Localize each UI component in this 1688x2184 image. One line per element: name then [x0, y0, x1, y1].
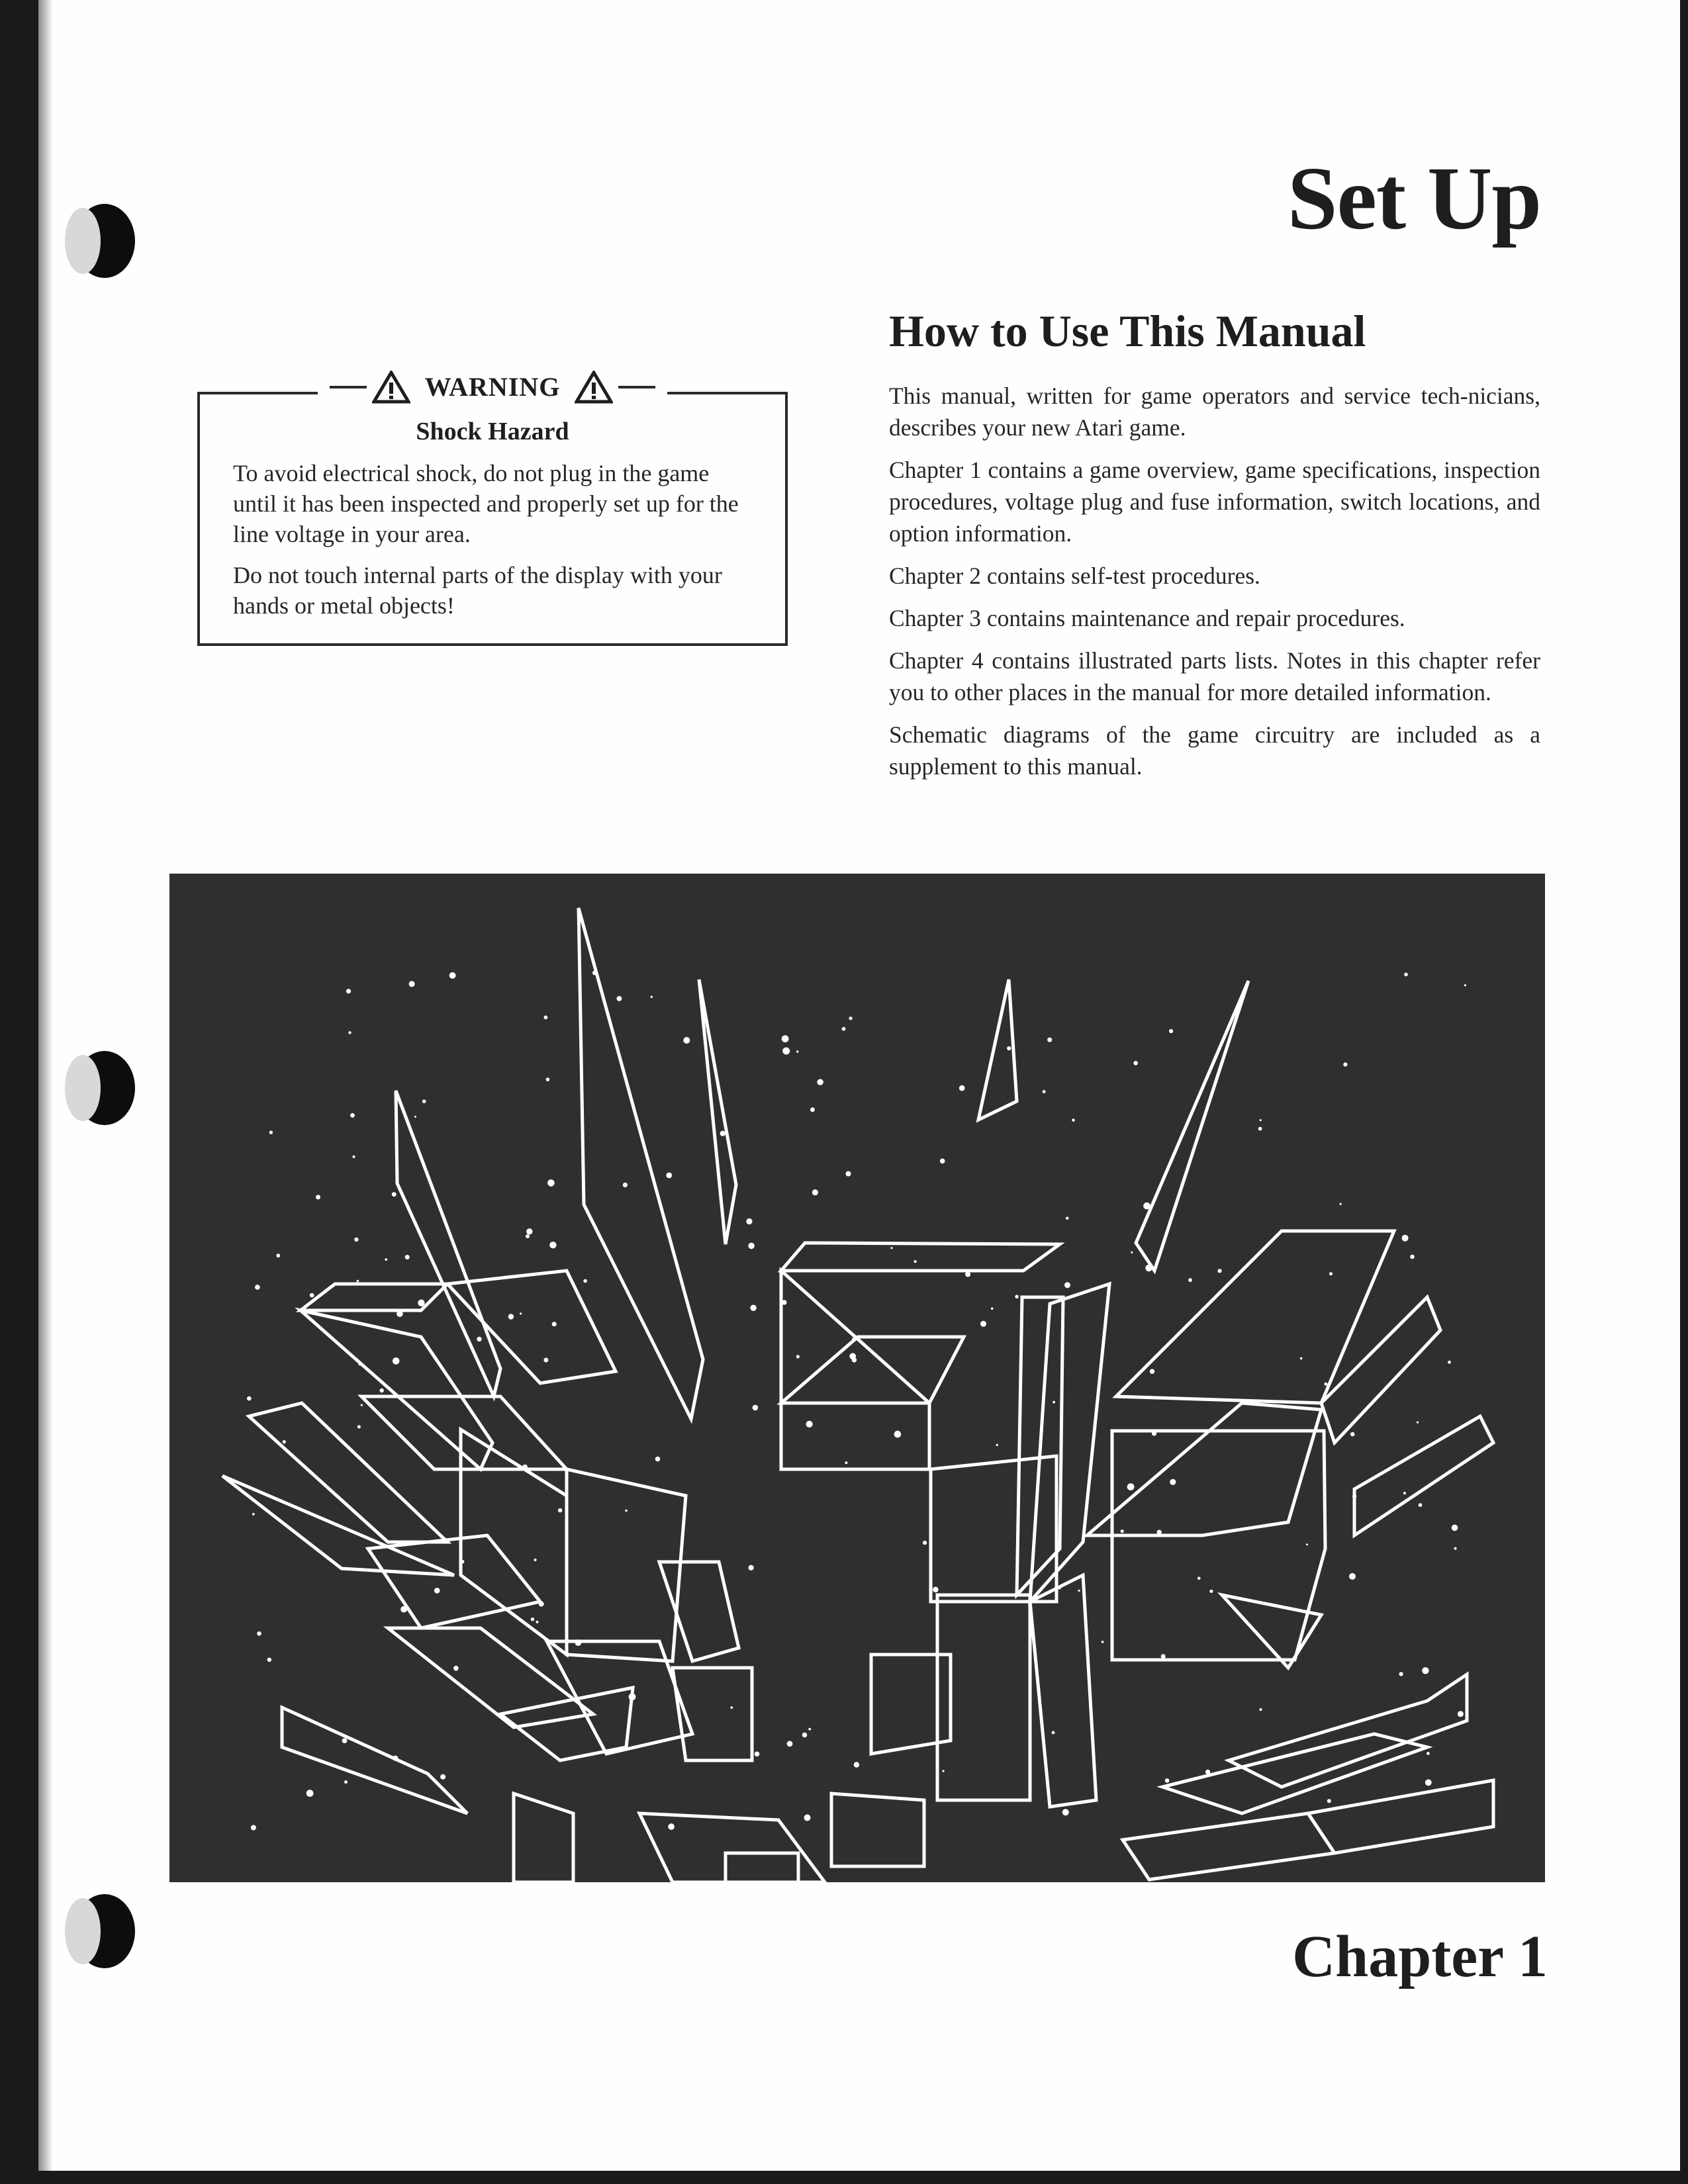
- star: [1403, 1492, 1406, 1494]
- star: [1427, 1752, 1430, 1755]
- section-heading: How to Use This Manual: [889, 306, 1366, 356]
- star: [1053, 1401, 1055, 1404]
- star: [1072, 1118, 1075, 1122]
- warning-subtitle: Shock Hazard: [416, 418, 569, 445]
- star: [1340, 1203, 1342, 1205]
- page-title: Set Up: [1287, 149, 1541, 248]
- star: [1007, 1046, 1011, 1050]
- cityscape-line-art: [169, 874, 1545, 1882]
- star: [1399, 1672, 1403, 1676]
- star: [666, 1173, 672, 1179]
- star: [923, 1541, 927, 1545]
- building-slab: [1162, 1734, 1427, 1813]
- building-base: [514, 1794, 573, 1882]
- star: [852, 1357, 857, 1362]
- body-paragraph: Chapter 4 contains illustrated parts lists. Notes in this chapter refer you to other places in the manual for more detailed information.: [889, 647, 1540, 705]
- star: [796, 1050, 798, 1052]
- building-slab: [222, 1476, 454, 1575]
- building-base: [726, 1853, 798, 1882]
- star: [422, 1099, 426, 1103]
- star: [536, 1621, 539, 1623]
- star: [348, 1031, 351, 1034]
- star: [846, 1171, 851, 1177]
- star: [1259, 1708, 1262, 1711]
- star: [547, 1179, 555, 1187]
- star: [668, 1823, 675, 1830]
- star: [257, 1631, 261, 1636]
- star: [1064, 1282, 1070, 1288]
- star: [1170, 1479, 1176, 1485]
- star: [344, 1780, 348, 1784]
- star: [592, 971, 597, 976]
- star: [942, 1770, 944, 1772]
- star: [782, 1035, 789, 1042]
- star: [1402, 1235, 1409, 1242]
- building-face: [301, 1310, 492, 1469]
- star: [1260, 1119, 1262, 1121]
- star: [651, 996, 653, 998]
- star: [1058, 1587, 1060, 1589]
- star: [1152, 1431, 1156, 1435]
- star: [361, 1404, 363, 1406]
- star: [1145, 1265, 1152, 1271]
- star: [804, 1815, 811, 1821]
- building-face: [781, 1337, 964, 1403]
- star: [625, 1510, 628, 1512]
- building-face: [781, 1271, 929, 1469]
- tower-spike: [1030, 1284, 1109, 1602]
- star: [283, 1440, 286, 1443]
- star: [750, 1305, 756, 1311]
- star: [558, 1508, 562, 1512]
- star: [1197, 1577, 1201, 1580]
- star: [255, 1285, 260, 1290]
- star: [996, 1444, 998, 1446]
- star: [534, 1559, 536, 1561]
- star: [1422, 1667, 1429, 1674]
- building-top: [781, 1243, 1060, 1271]
- star: [522, 1465, 528, 1470]
- star: [849, 1017, 852, 1020]
- star: [623, 1183, 628, 1187]
- building-slab: [1123, 1813, 1335, 1880]
- star: [400, 1606, 407, 1613]
- warning-rule-left: [330, 386, 367, 388]
- star: [1343, 1062, 1347, 1066]
- star: [749, 1565, 754, 1570]
- star: [354, 1238, 358, 1242]
- warning-header: [200, 371, 785, 404]
- star: [1161, 1654, 1166, 1659]
- star: [583, 1279, 587, 1283]
- star: [392, 1192, 397, 1197]
- star: [810, 1107, 815, 1112]
- star: [418, 1300, 424, 1306]
- star: [1458, 1711, 1464, 1717]
- star: [453, 1666, 459, 1671]
- star: [852, 1338, 855, 1341]
- star: [1127, 1483, 1135, 1490]
- star: [1143, 1203, 1150, 1210]
- star: [380, 1388, 384, 1392]
- warning-text: [233, 458, 757, 631]
- star: [358, 1362, 362, 1366]
- warning-box: [197, 372, 788, 646]
- scan-edge-right: [1680, 0, 1688, 2184]
- tower-spike: [579, 908, 703, 1419]
- star: [1327, 1799, 1331, 1803]
- star: [526, 1234, 530, 1238]
- star: [1419, 1503, 1423, 1507]
- tower-spike: [978, 979, 1017, 1120]
- star: [440, 1774, 445, 1780]
- star: [894, 1431, 902, 1438]
- star: [414, 1116, 416, 1118]
- star: [434, 1588, 440, 1594]
- building-slab: [1229, 1674, 1467, 1787]
- star: [959, 1085, 965, 1091]
- binder-hole-middle: [74, 1051, 135, 1125]
- star: [796, 1355, 800, 1358]
- star: [544, 1015, 548, 1019]
- star: [1165, 1778, 1170, 1783]
- body-paragraph: Chapter 1 contains a game overview, game specifications, inspection procedures, voltage plug and fuse information, switch locations, and option information.: [889, 457, 1540, 547]
- star: [1047, 1038, 1052, 1042]
- star: [1150, 1369, 1154, 1374]
- star: [1300, 1357, 1303, 1360]
- star: [306, 1790, 314, 1797]
- star: [1157, 1530, 1162, 1535]
- star: [748, 1243, 755, 1250]
- star: [812, 1189, 818, 1195]
- warning-paragraph: Do not touch internal parts of the display with your hands or metal objects!: [233, 562, 722, 619]
- star: [353, 1156, 355, 1158]
- star: [1052, 1731, 1055, 1735]
- building-face: [567, 1469, 686, 1661]
- star: [449, 972, 456, 979]
- star: [746, 1218, 752, 1224]
- warning-paragraph: To avoid electrical shock, do not plug in the game until it has been inspected and properly set up for the line voltage in your area.: [233, 460, 739, 547]
- manual-body: [889, 380, 1540, 793]
- star: [1258, 1127, 1262, 1131]
- star: [1329, 1272, 1333, 1275]
- star: [520, 1312, 522, 1314]
- warning-rule-right: [618, 386, 655, 388]
- star: [409, 981, 415, 987]
- binder-hole-bottom: [74, 1894, 135, 1968]
- star: [1078, 1590, 1080, 1592]
- tower-spike: [699, 979, 736, 1244]
- star: [817, 1079, 823, 1085]
- building-slab: [1308, 1780, 1493, 1853]
- star: [247, 1396, 252, 1401]
- building-face: [1030, 1575, 1096, 1807]
- star: [629, 1694, 636, 1701]
- star: [753, 1405, 759, 1411]
- star: [991, 1307, 994, 1310]
- star: [1452, 1525, 1458, 1531]
- star: [1133, 1061, 1138, 1066]
- building-face: [1112, 1431, 1325, 1660]
- star: [531, 1617, 534, 1621]
- building-top: [1087, 1403, 1321, 1535]
- cityscape-illustration: [169, 874, 1545, 1882]
- warning-triangle-icon: [575, 371, 613, 404]
- star: [1404, 973, 1408, 977]
- building-face: [500, 1688, 633, 1760]
- star: [543, 1358, 548, 1363]
- tower-spike: [1136, 981, 1248, 1271]
- star: [552, 1322, 557, 1326]
- star: [276, 1253, 280, 1257]
- star: [730, 1706, 733, 1709]
- star: [357, 1280, 359, 1283]
- scan-edge-bottom: [0, 2171, 1688, 2184]
- star: [965, 1272, 970, 1277]
- star: [1217, 1269, 1221, 1273]
- tower-spike: [396, 1091, 500, 1396]
- body-paragraph: Chapter 3 contains maintenance and repair procedures.: [889, 605, 1405, 631]
- star: [617, 996, 622, 1001]
- star: [393, 1756, 398, 1761]
- star: [526, 1228, 532, 1234]
- building-slab: [1354, 1416, 1493, 1535]
- star: [808, 1728, 811, 1731]
- star: [508, 1314, 514, 1319]
- star: [782, 1300, 786, 1304]
- binder-hole-top: [74, 204, 135, 278]
- star: [393, 1357, 400, 1365]
- star: [546, 1077, 550, 1081]
- body-paragraph: Schematic diagrams of the game circuitry are included as a supplement to this manual.: [889, 721, 1540, 780]
- star: [1169, 1029, 1173, 1033]
- star: [1464, 984, 1466, 986]
- star: [357, 1425, 361, 1428]
- star: [1454, 1547, 1456, 1550]
- chapter-label: Chapter 1: [1292, 1924, 1548, 1989]
- star: [1188, 1278, 1192, 1282]
- star: [1015, 1295, 1018, 1298]
- star: [267, 1658, 271, 1662]
- building-face: [659, 1562, 739, 1661]
- star: [310, 1293, 314, 1298]
- star: [350, 1113, 355, 1118]
- star: [890, 1247, 892, 1249]
- building-slab: [1321, 1297, 1440, 1443]
- star: [575, 1639, 582, 1646]
- body-paragraph: Chapter 2 contains self-test procedures.: [889, 563, 1260, 589]
- warning-title: WARNING: [424, 372, 561, 402]
- star: [914, 1260, 917, 1263]
- scan-edge-shadow: [38, 0, 53, 2184]
- star: [1324, 1383, 1327, 1386]
- star: [1448, 1361, 1451, 1364]
- star: [806, 1421, 813, 1428]
- star: [930, 1397, 933, 1400]
- star: [1043, 1090, 1046, 1093]
- star: [787, 1741, 793, 1747]
- warning-triangle-icon: [372, 371, 410, 404]
- star: [802, 1733, 808, 1738]
- star: [346, 989, 351, 993]
- star: [683, 1037, 690, 1044]
- star: [940, 1159, 945, 1164]
- star: [539, 1602, 544, 1607]
- star: [385, 1258, 387, 1261]
- star: [1062, 1809, 1069, 1815]
- star: [854, 1762, 859, 1767]
- star: [477, 1337, 481, 1342]
- star: [980, 1321, 986, 1327]
- star: [549, 1242, 556, 1248]
- star: [1417, 1422, 1419, 1424]
- star: [252, 1513, 255, 1516]
- star: [842, 1027, 846, 1031]
- star: [1205, 1770, 1210, 1774]
- star: [1131, 1251, 1133, 1253]
- star: [342, 1738, 348, 1743]
- building-face: [1222, 1595, 1321, 1668]
- star: [655, 1457, 661, 1462]
- star: [1102, 1641, 1104, 1643]
- star: [405, 1255, 410, 1259]
- star: [720, 1131, 726, 1136]
- star: [1352, 1494, 1356, 1498]
- building-face: [447, 1271, 616, 1383]
- star: [1425, 1780, 1432, 1786]
- star: [845, 1461, 847, 1464]
- building-slab: [282, 1707, 467, 1813]
- star: [1410, 1255, 1415, 1259]
- star: [251, 1825, 256, 1831]
- body-paragraph: This manual, written for game operators and service tech-nicians, describes your new Atari game.: [889, 383, 1540, 441]
- scan-edge-left: [0, 0, 38, 2184]
- star: [933, 1587, 939, 1593]
- star: [1209, 1590, 1213, 1593]
- star: [1350, 1432, 1354, 1436]
- star: [1306, 1543, 1308, 1545]
- star: [269, 1130, 273, 1134]
- building-base: [831, 1794, 924, 1866]
- star: [461, 1560, 464, 1563]
- star: [755, 1752, 760, 1757]
- star: [1066, 1217, 1068, 1220]
- building-face: [461, 1430, 567, 1655]
- star: [397, 1310, 403, 1317]
- star: [316, 1195, 320, 1199]
- star: [1121, 1529, 1124, 1533]
- star: [1349, 1573, 1356, 1580]
- building-top: [301, 1284, 447, 1310]
- star: [782, 1048, 790, 1055]
